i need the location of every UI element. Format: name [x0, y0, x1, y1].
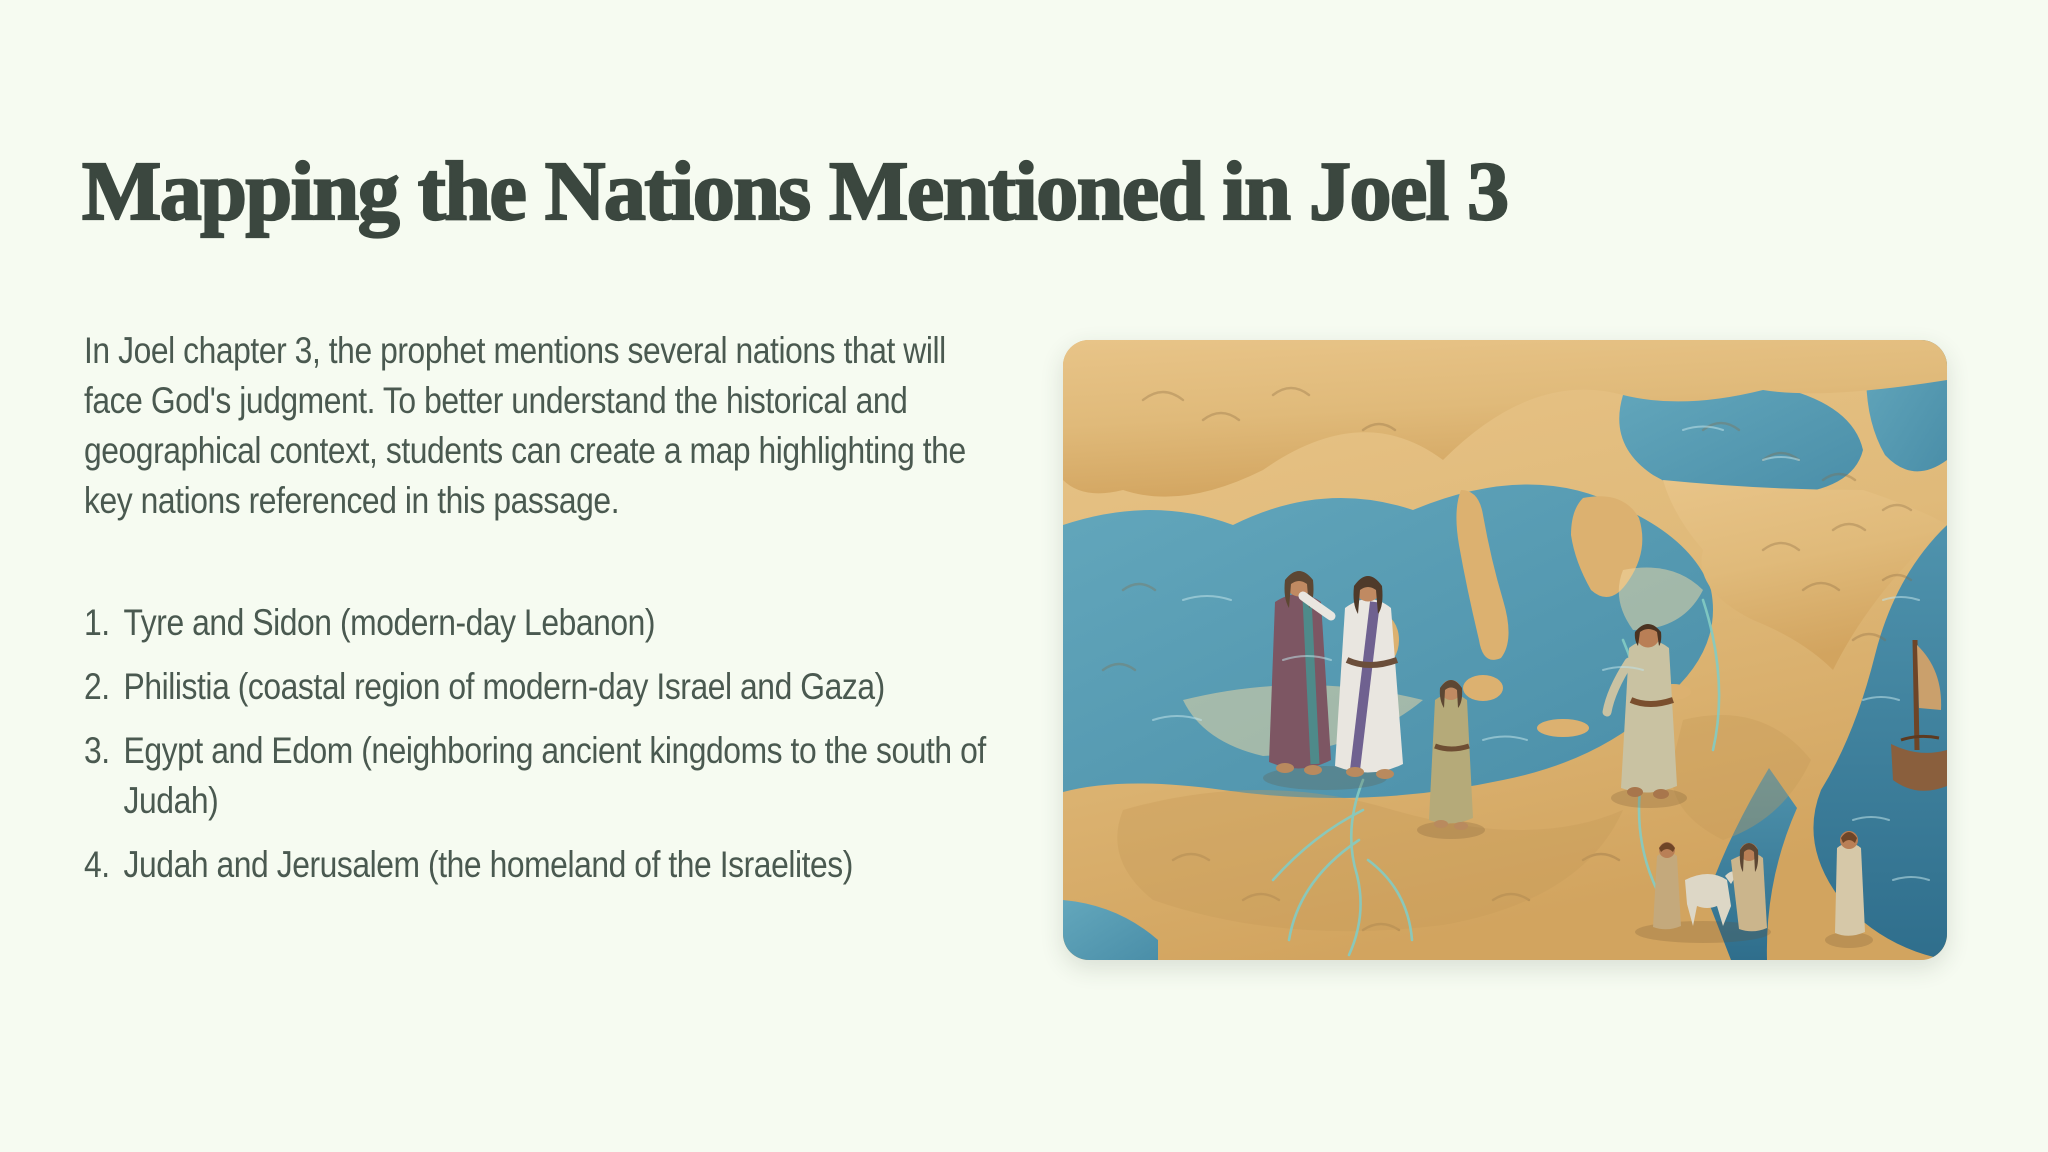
map-illustration: [1063, 340, 1947, 960]
island-sicily: [1463, 675, 1503, 701]
list-item-text: Philistia (coastal region of modern-day Israel and Gaza): [123, 666, 885, 707]
list-item: [84, 840, 996, 890]
figure-child: [1429, 680, 1473, 830]
list-item-number: 4.: [84, 844, 110, 885]
page-title: Mapping the Nations Mentioned in Joel 3: [82, 145, 1508, 238]
list-item: [84, 726, 996, 826]
list-item-number: 1.: [84, 602, 110, 643]
list-item-text: Egypt and Edom (neighboring ancient kingdoms to the south of Judah): [123, 730, 986, 821]
list-item-number: 3.: [84, 730, 110, 771]
list-item-text: Judah and Jerusalem (the homeland of the Israelites): [123, 844, 853, 885]
island-crete: [1537, 719, 1589, 737]
intro-paragraph: In Joel chapter 3, the prophet mentions several nations that will face God's judgment. To better understand the historical and geographical context, students can create a map highlighting the key nations referenced in this passage.: [84, 330, 966, 521]
list-item-number: 2.: [84, 666, 110, 707]
list-item: [84, 662, 996, 712]
ancient-near-east-map-art: [1063, 340, 1947, 960]
nations-list: [84, 598, 996, 904]
list-item: [84, 598, 996, 648]
list-item-text: Tyre and Sidon (modern-day Lebanon): [123, 602, 656, 643]
